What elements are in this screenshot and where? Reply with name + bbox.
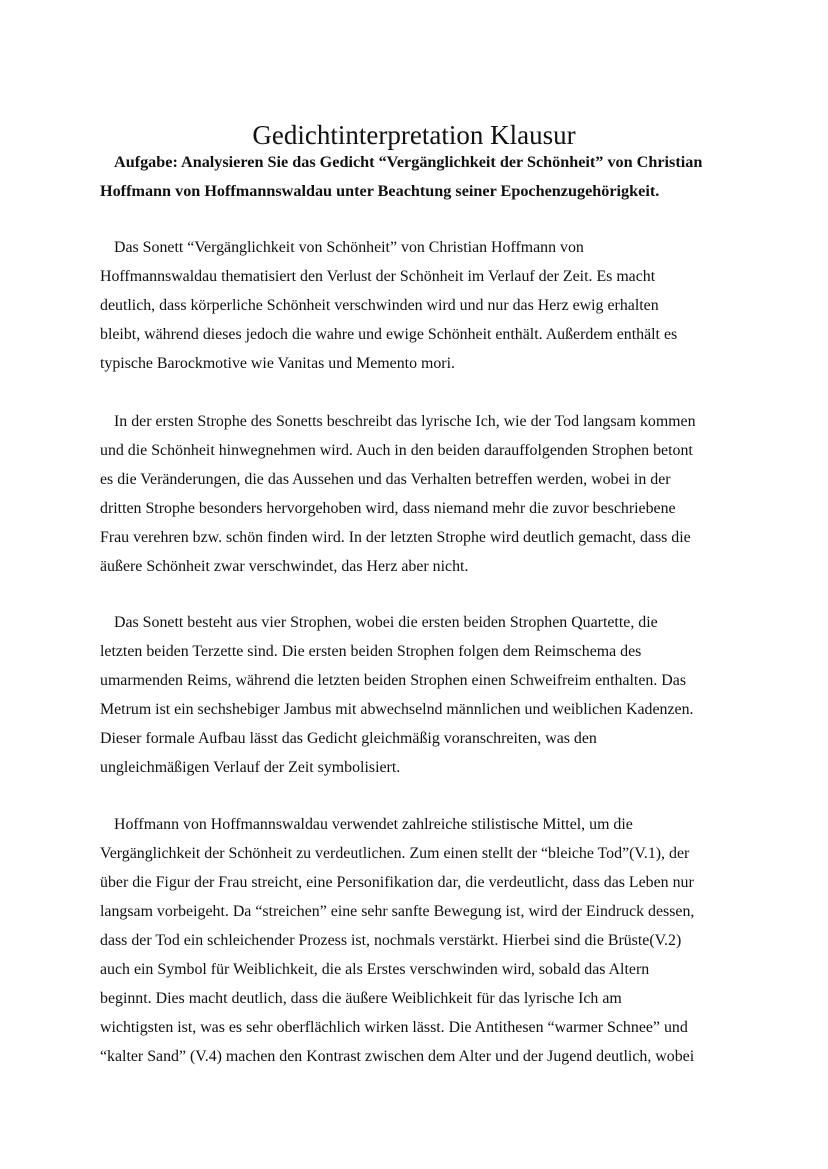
paragraph-formal-analysis [100, 608, 728, 782]
text-line: Das Sonett “Vergänglichkeit von Schönheit” von Christian Hoffmann von [114, 239, 584, 256]
text-line: Frau verehren bzw. schön finden wird. In der letzten Strophe wird deutlich gemacht, dass die [100, 529, 691, 546]
text-line: ungleichmäßigen Verlauf der Zeit symbolisiert. [100, 759, 401, 776]
task-line: Aufgabe: Analysieren Sie das Gedicht “Vergänglichkeit der Schönheit” von Christian [114, 153, 703, 171]
text-line: Hoffmannswaldau thematisiert den Verlust der Schönheit im Verlauf der Zeit. Es macht [100, 268, 656, 285]
text-line: Dieser formale Aufbau lässt das Gedicht gleichmäßig voranschreiten, was den [100, 730, 597, 747]
text-line: wichtigsten ist, was es sehr oberflächlich wirken lässt. Die Antithesen “warmer Schnee” und [100, 1019, 688, 1036]
page-title: Gedichtinterpretation Klausur [252, 120, 576, 151]
text-line: beginnt. Dies macht deutlich, dass die äußere Weiblichkeit für das lyrische Ich am [100, 990, 622, 1007]
text-line: es die Veränderungen, die das Aussehen und das Verhalten betreffen werden, wobei in der [100, 471, 671, 488]
text-line: Das Sonett besteht aus vier Strophen, wobei die ersten beiden Strophen Quartette, die [114, 614, 658, 631]
text-line: auch ein Symbol für Weiblichkeit, die als Erstes verschwinden wird, sobald das Altern [100, 961, 650, 978]
text-line: Hoffmann von Hoffmannswaldau verwendet zahlreiche stilistische Mittel, um die [114, 816, 633, 833]
paragraph-stylistic-analysis [100, 810, 728, 1071]
paragraph-introduction [100, 233, 728, 378]
task-line: Hoffmann von Hoffmannswaldau unter Beachtung seiner Epochenzugehörigkeit. [100, 182, 660, 200]
text-line: “kalter Sand” (V.4) machen den Kontrast zwischen dem Alter und der Jugend deutlich, wobei [100, 1048, 695, 1065]
text-line: Vergänglichkeit der Schönheit zu verdeutlichen. Zum einen stellt der “bleiche Tod”(V.1), der [100, 845, 690, 862]
text-line: bleibt, während dieses jedoch die wahre und ewige Schönheit enthält. Außerdem enthält es [100, 326, 678, 343]
text-line: typische Barockmotive wie Vanitas und Memento mori. [100, 355, 455, 372]
text-line: deutlich, dass körperliche Schönheit verschwinden wird und nur das Herz ewig erhalten [100, 297, 659, 314]
text-line: umarmenden Reims, während die letzten beiden Strophen einen Schweifreim enthalten. Das [100, 672, 686, 689]
text-line: langsam vorbeigeht. Da “streichen” eine sehr sanfte Bewegung ist, wird der Eindruck dessen, [100, 903, 695, 920]
text-line: dritten Strophe besonders hervorgehoben wird, dass niemand mehr die zuvor beschriebene [100, 500, 676, 517]
text-line: über die Figur der Frau streicht, eine Personifikation dar, die verdeutlicht, dass das Leben nur [100, 874, 694, 891]
task-statement [100, 148, 728, 206]
text-line: In der ersten Strophe des Sonetts beschreibt das lyrische Ich, wie der Tod langsam kommen [114, 413, 696, 430]
text-line: äußere Schönheit zwar verschwindet, das Herz aber nicht. [100, 558, 469, 575]
text-line: letzten beiden Terzette sind. Die ersten beiden Strophen folgen dem Reimschema des [100, 643, 642, 660]
text-line: und die Schönheit hinwegnehmen wird. Auch in den beiden darauffolgenden Strophen betont [100, 442, 693, 459]
text-line: dass der Tod ein schleichender Prozess ist, nochmals verstärkt. Hierbei sind die Brüste(V.2) [100, 932, 682, 949]
paragraph-content-summary [100, 407, 728, 581]
text-line: Metrum ist ein sechshebiger Jambus mit abwechselnd männlichen und weiblichen Kadenzen. [100, 701, 694, 718]
